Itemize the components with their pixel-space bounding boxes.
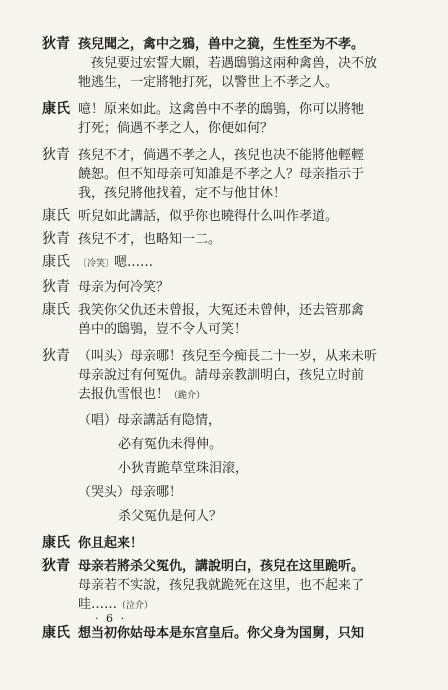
stage-direction: （跪介） xyxy=(169,391,206,401)
speaker-name: 狄 青 xyxy=(42,147,70,163)
speaker-name: 狄 青 xyxy=(42,231,70,247)
speaker-name: 康 氏 xyxy=(42,625,70,641)
dialogue-text xyxy=(78,230,430,249)
text-line: 母亲为何冷笑？ xyxy=(78,280,170,295)
text-line: 饒恕。但不知母亲可知誰是不孝之人？母亲指示于 xyxy=(78,167,365,182)
text-line: 母亲說过有何冤仇。請母亲教訓明白，孩兒立时前 xyxy=(78,368,365,383)
dialogue-text xyxy=(78,146,430,203)
spoken-text: 嗯…… xyxy=(114,255,154,270)
text-line: 想当初你姑母本是东宫皇后。你父身为国舅，只知 xyxy=(78,626,365,641)
speaker-name: 狄 青 xyxy=(42,279,70,295)
dialogue-entry xyxy=(18,278,430,297)
sung-line: 杀父冤仇是何人？ xyxy=(118,509,223,524)
dialogue-text xyxy=(78,534,430,553)
sung-line: （唱）母亲講話有隐情， xyxy=(78,413,222,428)
text-line: 我笑你父仇还未曾报，大冤还未曾伸，还去管那禽 xyxy=(78,303,365,318)
dialogue-entry xyxy=(18,301,430,339)
stage-direction: （泣介） xyxy=(117,601,154,611)
text-line: 孩兒要过宏誓大願，若遇鴟鴞这兩种禽兽，决不放 xyxy=(91,56,378,71)
dialogue-text xyxy=(78,207,430,226)
dialogue-text xyxy=(78,624,430,643)
text-line: 兽中的鴟鴞，豈不令人可笑！ xyxy=(78,322,248,337)
dialogue-entry xyxy=(18,347,430,526)
speaker-name: 康 氏 xyxy=(42,208,70,224)
dialogue-entry xyxy=(18,230,430,249)
text-line: 母亲若不实說，孩兒我就跪死在这里，也不起来了 xyxy=(78,578,365,593)
dialogue-text xyxy=(78,100,430,138)
sung-line: 必有冤仇未得伸。 xyxy=(118,437,223,452)
spoken-text: 去报仇雪恨也！ xyxy=(78,387,170,402)
speaker-name: 狄 青 xyxy=(42,36,70,52)
text-line: 孩兒聞之，禽中之鴉，兽中之獍，生性至为不孝。 xyxy=(78,37,365,52)
dialogue-text xyxy=(78,253,430,274)
dialogue-entry xyxy=(18,253,430,274)
dialogue-text xyxy=(78,347,430,526)
text-line: （叫头）母亲哪！孩兒至今痴長二十一岁，从来未听 xyxy=(78,349,378,364)
speaker-name: 康 氏 xyxy=(42,254,70,270)
text-line: 打死；倘遇不孝之人，你便如何？ xyxy=(78,121,274,136)
text-line: 听兒如此講話，似乎你也曉得什么叫作孝道。 xyxy=(78,209,339,224)
text-line: 孩兒不才，倘遇不孝之人，孩兒也决不能將他輕輕 xyxy=(78,148,365,163)
spoken-text: 哇…… xyxy=(78,597,118,612)
dialogue-entry xyxy=(18,624,430,643)
text-line: 母亲若將杀父冤仇，講說明白，孩兒在这里跪听。 xyxy=(78,559,365,574)
text-line: 我，孩兒將他找着，定不与他甘休！ xyxy=(78,186,287,201)
speaker-name: 康 氏 xyxy=(42,101,70,117)
text-line xyxy=(78,385,430,406)
dialogue-entry xyxy=(18,146,430,203)
page-number: · 6 · xyxy=(95,612,126,625)
text-line xyxy=(78,253,430,274)
dialogue-entry xyxy=(18,207,430,226)
speaker-name: 狄 青 xyxy=(42,558,70,574)
speaker-name: 康 氏 xyxy=(42,535,70,551)
dialogue-entry xyxy=(18,534,430,553)
sung-line: 小狄青跪草堂珠泪滚， xyxy=(118,461,249,476)
dialogue-text xyxy=(78,301,430,339)
dialogue-entry xyxy=(18,100,430,138)
text-line: 你且起来！ xyxy=(78,536,144,551)
stage-direction: 〔冷笑〕 xyxy=(78,259,115,269)
speaker-name: 康 氏 xyxy=(42,302,70,318)
dialogue-entry xyxy=(18,35,430,92)
speaker-name: 狄 青 xyxy=(42,348,70,364)
text-line: 牠逃生，一定將牠打死，以警世上不孝之人。 xyxy=(78,75,339,90)
dialogue-text xyxy=(78,557,430,616)
dialogue-entry xyxy=(18,557,430,616)
dialogue-text xyxy=(78,278,430,297)
sung-line: （哭头）母亲哪！ xyxy=(78,485,183,500)
text-line: 噫！原来如此。这禽兽中不孝的鴟鴞，你可以將牠 xyxy=(78,102,365,117)
text-line: 孩兒不才，也略知一二。 xyxy=(78,232,222,247)
dialogue-text xyxy=(78,35,430,92)
text-line xyxy=(78,595,430,616)
